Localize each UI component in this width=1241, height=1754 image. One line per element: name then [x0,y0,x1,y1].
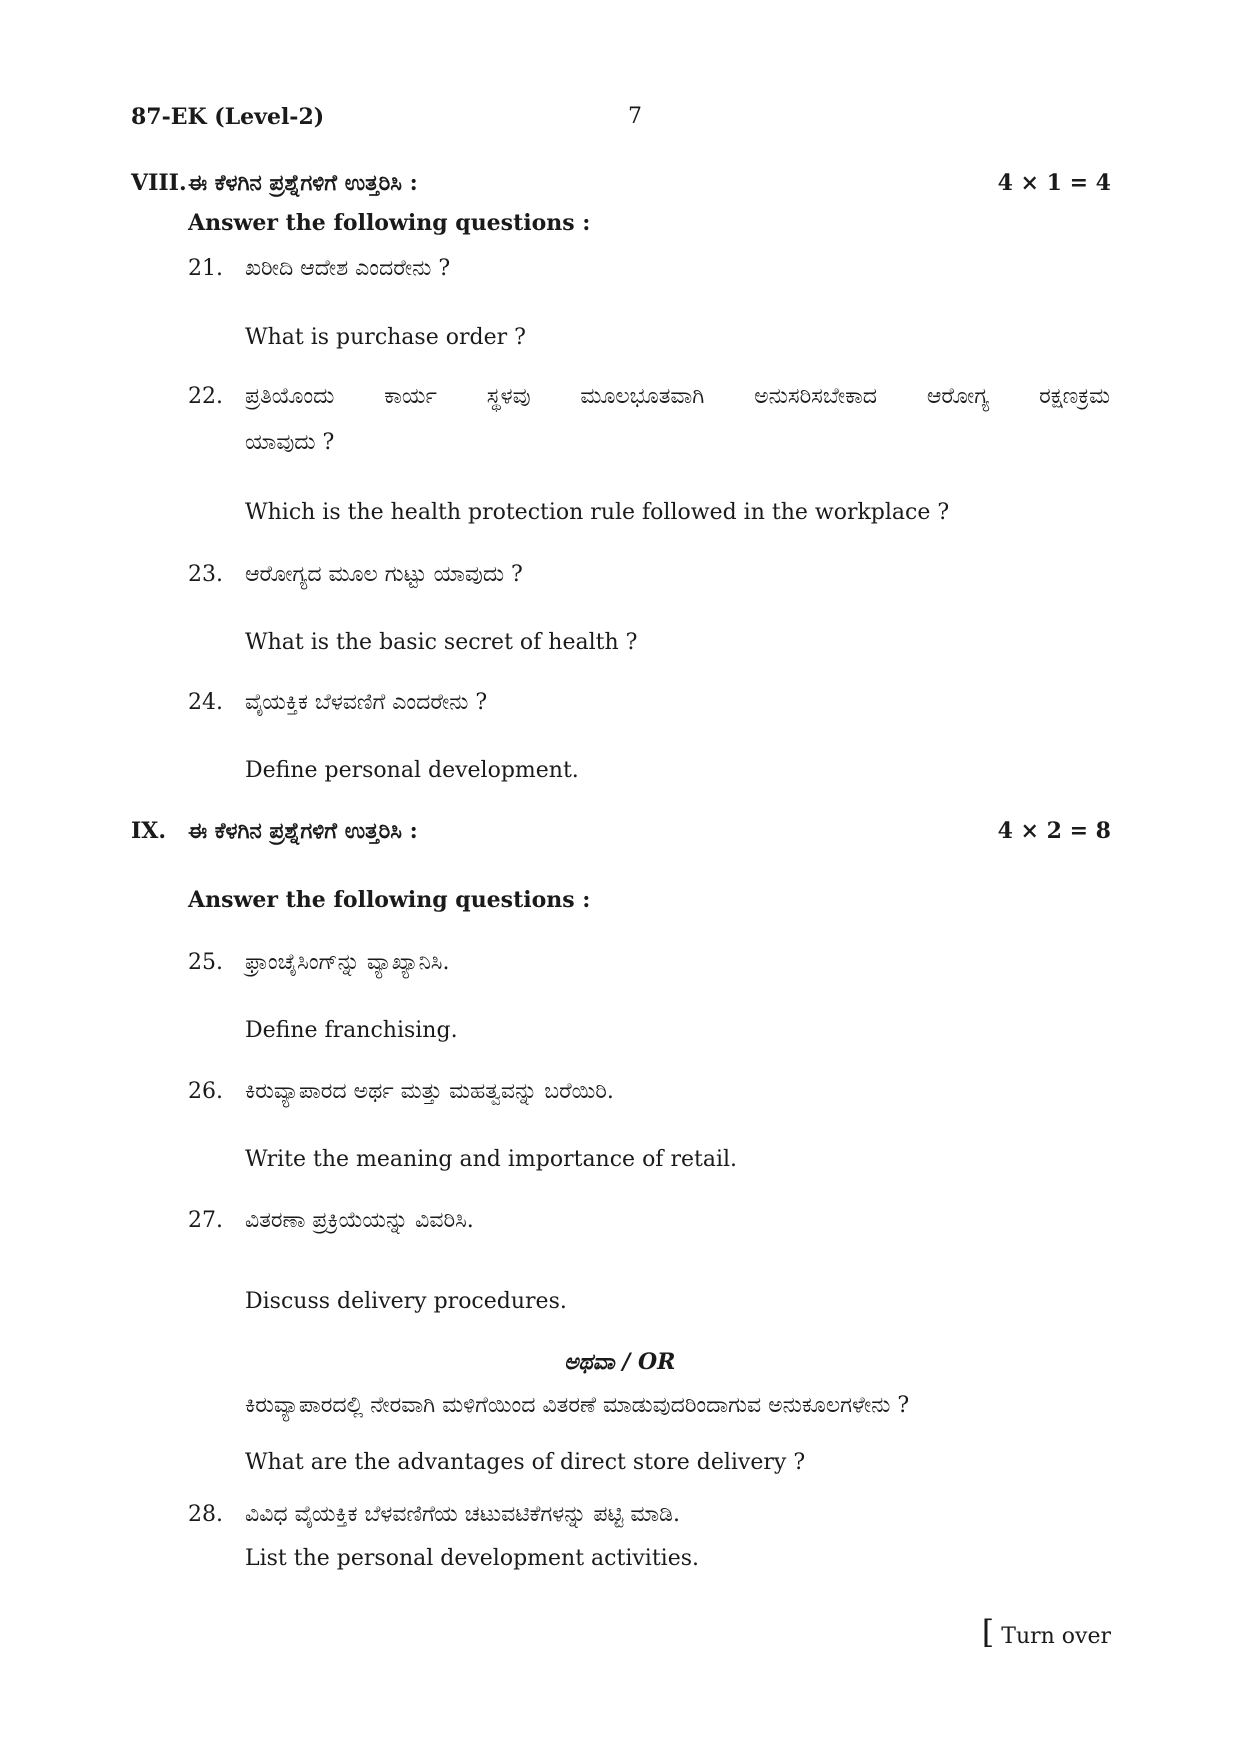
question-text-en: List the personal development activities. [245,1546,700,1571]
question-text-en: Write the meaning and importance of retail. [245,1147,738,1172]
question-text-en: What is purchase order ? [245,325,526,350]
or-separator: ಅಥವಾ / OR [564,1349,676,1375]
section-viii-numeral: VIII. [131,170,187,196]
turn-over-note [982,1613,1111,1651]
question-number: 27. [188,1208,223,1233]
question-text-kn: ಕಿರುವ್ಯಾಪಾರದ ಅರ್ಥ ಮತ್ತು ಮಹತ್ವವನ್ನು ಬರೆಯಿರಿ. [245,1079,614,1104]
section-ix-title-en: Answer the following questions : [188,887,591,913]
question-number: 21. [188,256,223,281]
or-question-text-en: What are the advantages of direct store delivery ? [245,1450,806,1475]
question-number: 22. [188,384,223,409]
question-text-kn: ವೈಯಕ್ತಿಕ ಬೆಳವಣಿಗೆ ಎಂದರೇನು ? [245,690,488,715]
or-question-text-kn: ಕಿರುವ್ಯಾಪಾರದಲ್ಲಿ ನೇರವಾಗಿ ಮಳಿಗೆಯಿಂದ ವಿತರಣೆ ಮಾಡುವುದರಿಂದಾಗುವ ಅನುಕೂಲಗಳೇನು ? [245,1393,910,1418]
paper-code: 87-EK (Level-2) [131,104,325,130]
question-text-en: Which is the health protection rule followed in the workplace ? [245,500,950,525]
question-text-en: What is the basic secret of health ? [245,630,638,655]
question-text-en: Define personal development. [245,758,579,783]
question-number: 24. [188,690,223,715]
section-ix-numeral: IX. [131,818,167,844]
question-number: 28. [188,1502,223,1527]
section-viii-marks: 4 × 1 = 4 [997,170,1111,196]
question-text-kn: ಆರೋಗ್ಯದ ಮೂಲ ಗುಟ್ಟು ಯಾವುದು ? [245,562,523,587]
turn-over-text: Turn over [1001,1624,1111,1649]
question-text-kn: ಖರೀದಿ ಆದೇಶ ಎಂದರೇನು ? [245,256,451,281]
section-viii-title-en: Answer the following questions : [188,210,591,236]
question-text-kn-line2: ಯಾವುದು ? [245,430,335,455]
question-text-kn-line1: ಪ್ರತಿಯೊಂದು ಕಾರ್ಯ ಸ್ಥಳವು ಮೂಲಭೂತವಾಗಿ ಅನುಸರಿಸಬೇಕಾದ ಆರೋಗ್ಯ ರಕ್ಷಣಕ್ರಮ [245,384,1110,409]
question-text-kn: ವಿವಿಧ ವೈಯಕ್ತಿಕ ಬೆಳವಣಿಗೆಯ ಚಟುವಟಿಕೆಗಳನ್ನು ಪಟ್ಟಿ ಮಾಡಿ. [245,1502,680,1527]
question-number: 26. [188,1079,223,1104]
question-text-en: Discuss delivery procedures. [245,1289,567,1314]
question-number: 25. [188,950,223,975]
question-number: 23. [188,562,223,587]
section-ix-marks: 4 × 2 = 8 [997,818,1111,844]
question-text-kn: ವಿತರಣಾ ಪ್ರಕ್ರಿಯೆಯನ್ನು ವಿವರಿಸಿ. [245,1208,474,1233]
section-viii-title-kn: ಈ ಕೆಳಗಿನ ಪ್ರಶ್ನೆಗಳಿಗೆ ಉತ್ತರಿಸಿ : [188,170,418,196]
section-ix-title-kn: ಈ ಕೆಳಗಿನ ಪ್ರಶ್ನೆಗಳಿಗೆ ಉತ್ತರಿಸಿ : [188,818,418,844]
question-text-kn: ಫ್ರಾಂಚೈಸಿಂಗ್‌ನ್ನು ವ್ಯಾಖ್ಯಾನಿಸಿ. [245,950,450,975]
turn-over-bracket: [ [981,1613,995,1651]
page-number: 7 [628,104,642,129]
question-text-en: Define franchising. [245,1018,458,1043]
